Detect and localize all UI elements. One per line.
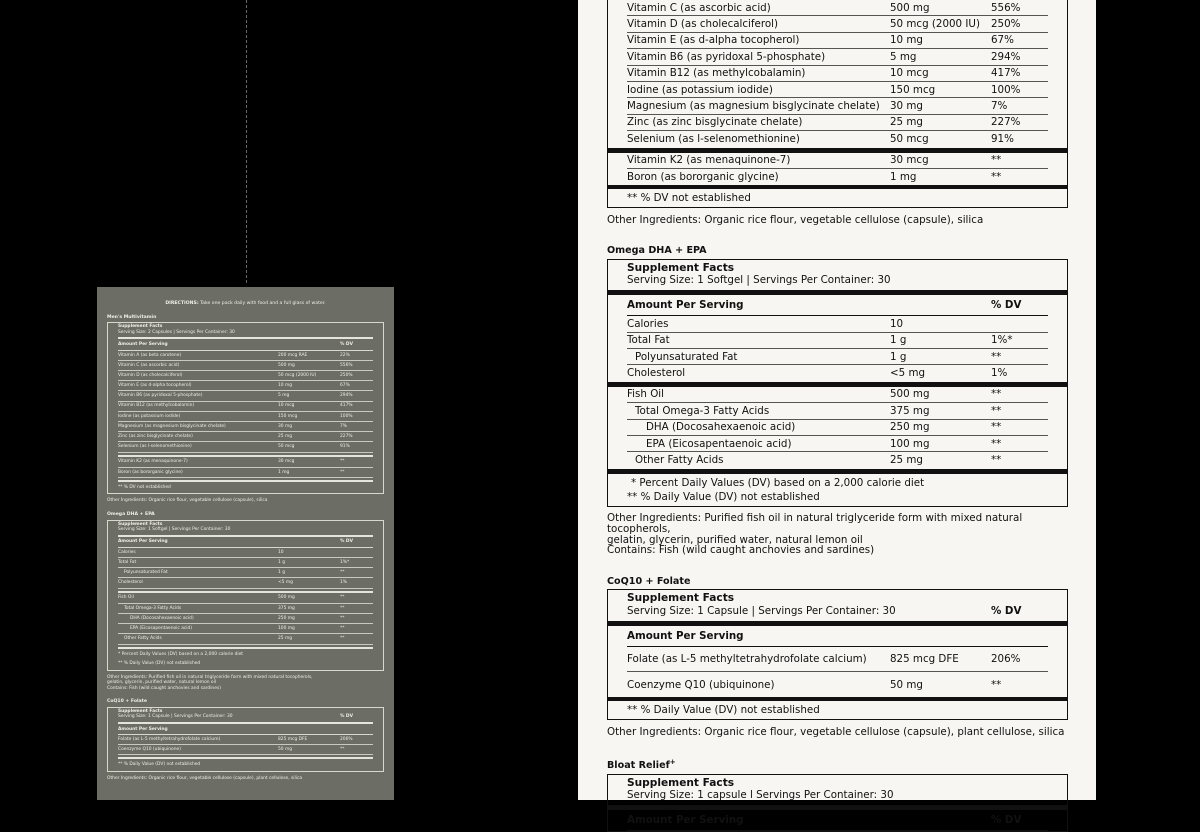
nutrient-name: Vitamin E (as d-alpha tocopherol)	[627, 34, 800, 47]
table-header	[627, 626, 1048, 647]
supplement-facts-panel	[607, 589, 1068, 720]
omega-section	[578, 245, 1096, 556]
nutrient-name: Folate (as L-5 methyltetrahydrofolate calcium)	[627, 653, 867, 666]
nutrient-amount: 100 mg	[278, 625, 295, 631]
divider	[118, 337, 373, 339]
serving-info: Serving Size: 1 capsule l Servings Per Container: 30	[627, 789, 894, 802]
nutrient-dv: **	[991, 421, 1002, 434]
nutrient-dv: 417%	[991, 67, 1021, 80]
footnote: * Percent Daily Values (DV) based on a 2,000 calorie diet	[631, 476, 925, 489]
col-amount-header: Amount Per Serving	[118, 726, 168, 732]
nutrient-dv: 556%	[340, 362, 353, 368]
table-row	[627, 349, 1048, 365]
thumb-omega-section	[107, 512, 384, 691]
table-row	[118, 568, 373, 578]
nutrient-amount: 500 mg	[278, 595, 295, 601]
table-row	[627, 33, 1048, 49]
nutrient-name: Fish Oil	[118, 595, 134, 601]
nutrient-name: Vitamin B6 (as pyridoxal 5-phosphate)	[627, 50, 826, 63]
table-row	[118, 361, 373, 371]
nutrient-rows-2	[118, 458, 373, 478]
nutrient-amount: 10 mg	[278, 383, 293, 389]
label-document	[578, 0, 1096, 827]
nutrient-name: DHA (Docosahexaenoic acid)	[646, 421, 796, 434]
nutrient-amount: 50 mcg	[278, 444, 295, 450]
nutrient-name: EPA (Eicosapentaenoic acid)	[130, 625, 193, 631]
nutrient-name: Vitamin E (as d-alpha tocopherol)	[118, 383, 192, 389]
table-row	[627, 365, 1048, 381]
col-dv-header: % DV	[991, 604, 1022, 617]
nutrient-name: Zinc (as zinc bisglycinate chelate)	[627, 116, 803, 129]
nutrient-amount: 100 mg	[890, 437, 930, 450]
nutrient-rows	[627, 316, 1048, 382]
other-ingredients: Other Ingredients: Organic rice flour, vegetable cellulose (capsule), silica	[607, 214, 984, 227]
panel-title: Supplement Facts	[118, 708, 163, 714]
nutrient-amount: 10 mcg	[890, 67, 929, 80]
nutrient-amount: 5 mg	[278, 393, 290, 399]
table-row	[627, 387, 1048, 403]
nutrient-name: Vitamin K2 (as menaquinone-7)	[627, 154, 791, 167]
nutrient-dv: **	[340, 605, 345, 611]
col-amount-header: Amount Per Serving	[627, 814, 744, 827]
nutrient-dv: 294%	[340, 393, 353, 399]
nutrient-amount: 10	[278, 549, 284, 555]
nutrient-amount: 1 g	[890, 334, 907, 347]
serving-info: Serving Size: 1 Softgel | Servings Per Container: 30	[627, 274, 891, 287]
nutrient-rows-2	[118, 594, 373, 645]
col-amount-header: Amount Per Serving	[118, 342, 168, 348]
nutrient-dv: **	[991, 404, 1002, 417]
supplement-facts-panel	[607, 259, 1068, 507]
nutrient-dv: **	[991, 154, 1002, 167]
nutrient-dv: 100%	[991, 83, 1021, 96]
nutrient-name: Coenzyme Q10 (ubiquinone)	[118, 746, 181, 752]
table-row	[118, 351, 373, 361]
nutrient-name: Vitamin B12 (as methylcobalamin)	[118, 403, 195, 409]
nutrient-dv: 250%	[991, 18, 1021, 31]
nutrient-name: Fish Oil	[627, 388, 665, 401]
table-row	[627, 436, 1048, 452]
supplement-facts-panel	[107, 520, 384, 671]
table-row	[118, 624, 373, 634]
col-dv-header: % DV	[991, 814, 1022, 827]
nutrient-amount: 30 mg	[278, 423, 293, 429]
nutrient-amount: <5 mg	[278, 580, 293, 586]
nutrient-name: Calories	[118, 549, 136, 555]
supplement-facts-panel	[607, 774, 1068, 832]
nutrient-name: Other Fatty Acids	[635, 454, 724, 467]
table-row	[627, 169, 1048, 185]
nutrient-dv: **	[340, 459, 345, 465]
nutrient-name: Boron (as bororganic glycine)	[627, 171, 779, 184]
nutrient-name: Other Fatty Acids	[124, 636, 162, 642]
nutrient-dv: **	[991, 388, 1002, 401]
other-ingredients: Other Ingredients: Organic rice flour, vegetable cellulose (capsule), silica	[107, 498, 268, 504]
nutrient-dv: 206%	[991, 653, 1021, 666]
nutrient-amount: 1 g	[890, 350, 907, 363]
nutrient-rows-2	[627, 153, 1048, 186]
nutrient-amount: 250 mg	[278, 615, 295, 621]
serving-info: Serving Size: 1 Capsule | Servings Per Container: 30	[627, 604, 896, 617]
nutrient-amount: 375 mg	[890, 404, 930, 417]
serving-info: Serving Size: 2 Capsules | Servings Per Container: 30	[118, 329, 235, 335]
panel-title: Supplement Facts	[627, 592, 735, 605]
nutrient-amount: 1 mg	[278, 469, 290, 475]
table-row	[627, 115, 1048, 131]
nutrient-name: Cholesterol	[627, 367, 686, 380]
table-header	[627, 295, 1048, 316]
table-row	[118, 614, 373, 624]
table-row	[627, 316, 1048, 332]
nutrient-dv: 91%	[991, 133, 1014, 146]
nutrient-name: Iodine (as potassium iodide)	[118, 413, 181, 419]
nutrient-rows	[627, 0, 1048, 148]
other-ingredients: Other Ingredients: Organic rice flour, vegetable cellulose (capsule), plant cellulose, silica	[607, 726, 1065, 739]
nutrient-dv: 1%	[340, 580, 347, 586]
nutrient-rows	[118, 351, 373, 453]
table-row	[627, 131, 1048, 147]
supplement-facts-panel	[107, 707, 384, 772]
nutrient-dv: **	[991, 350, 1002, 363]
footnote: ** % DV not established	[118, 484, 171, 490]
nutrient-amount: 1 mg	[890, 171, 917, 184]
section-heading: Bloat Relief+	[607, 758, 676, 772]
coq10-section	[578, 576, 1096, 738]
footnote: ** % Daily Value (DV) not established	[118, 661, 201, 667]
nutrient-name: Selenium (as l-selenomethionine)	[118, 444, 192, 450]
nutrient-name: Total Omega-3 Fatty Acids	[635, 404, 770, 417]
col-dv-header: % DV	[340, 539, 353, 545]
nutrient-amount: <5 mg	[890, 367, 926, 380]
col-dv-header: % DV	[991, 299, 1022, 312]
directions-text: Take one pack daily with food and a full glass of water.	[200, 301, 326, 306]
nutrient-name: Vitamin D (as cholecalciferol)	[118, 372, 183, 378]
table-row	[118, 442, 373, 452]
nutrient-dv: 67%	[991, 34, 1014, 47]
section-heading: CoQ10 + Folate	[107, 699, 147, 705]
table-row	[118, 468, 373, 478]
supplement-facts-panel	[607, 0, 1068, 208]
nutrient-amount: 10 mg	[890, 34, 923, 47]
table-row	[118, 422, 373, 432]
nutrient-amount: 50 mcg	[890, 133, 929, 146]
nutrient-amount: 150 mcg	[278, 413, 298, 419]
nutrient-amount: 5 mg	[890, 50, 917, 63]
nutrient-amount: 1 g	[278, 570, 285, 576]
nutrient-amount: 50 mg	[890, 678, 923, 691]
panel-title: Supplement Facts	[627, 776, 735, 789]
table-row	[627, 16, 1048, 32]
nutrient-name: Vitamin B12 (as methylcobalamin)	[627, 67, 806, 80]
table-row	[627, 452, 1048, 468]
divider	[118, 647, 373, 649]
nutrient-amount: 50 mcg (2000 IU)	[278, 372, 317, 378]
nutrient-dv: **	[340, 469, 345, 475]
nutrient-dv: 22%	[340, 352, 350, 358]
serving-info: Serving Size: 1 Softgel | Servings Per Container: 30	[118, 527, 231, 533]
section-heading: Men's Multivitamin	[107, 314, 157, 320]
footnote: ** % Daily Value (DV) not established	[118, 762, 201, 768]
nutrient-name: Polyunsaturated Fat	[124, 570, 168, 576]
table-row	[118, 558, 373, 568]
footnote: ** % Daily Value (DV) not established	[627, 704, 820, 717]
table-row	[118, 634, 373, 644]
table-header	[627, 810, 1048, 831]
nutrient-rows	[118, 548, 373, 589]
nutrient-name: Polyunsaturated Fat	[635, 350, 738, 363]
nutrient-amount: 30 mg	[890, 99, 923, 112]
table-row	[627, 333, 1048, 349]
table-row	[118, 735, 373, 745]
nutrient-amount: 50 mg	[278, 746, 293, 752]
table-row	[118, 578, 373, 588]
nutrient-name: Magnesium (as magnesium bisglycinate chelate)	[627, 99, 880, 112]
nutrient-dv: **	[340, 615, 345, 621]
divider	[118, 722, 373, 724]
table-row	[118, 458, 373, 468]
panel-title: Supplement Facts	[627, 261, 735, 274]
nutrient-rows	[627, 647, 1048, 697]
divider	[118, 535, 373, 537]
nutrient-amount: 825 mcg DFE	[278, 736, 308, 742]
nutrient-amount: 500 mg	[890, 388, 930, 401]
nutrient-dv: 91%	[340, 444, 350, 450]
nutrient-amount: 30 mcg	[890, 154, 929, 167]
nutrient-name: Magnesium (as magnesium bisglycinate chelate)	[118, 423, 226, 429]
nutrient-amount: 375 mg	[278, 605, 295, 611]
nutrient-name: Total Fat	[118, 559, 137, 565]
nutrient-dv: 1%	[991, 367, 1008, 380]
col-amount-header: Amount Per Serving	[627, 299, 744, 312]
label-thumbnail	[97, 287, 394, 800]
nutrient-dv: 67%	[340, 383, 350, 389]
multivitamin-section	[578, 0, 1096, 226]
table-row	[627, 420, 1048, 436]
nutrient-name: Total Fat	[627, 334, 670, 347]
nutrient-amount: 825 mcg DFE	[890, 653, 959, 666]
serving-info: Serving Size: 1 Capsule | Servings Per Container: 30	[118, 714, 233, 720]
table-row	[627, 672, 1048, 697]
footnote: ** % Daily Value (DV) not established	[627, 490, 820, 503]
other-ingredients: Other Ingredients: Purified fish oil in natural triglyceride form with mixed natural tocopherols, gelatin, glycerin, purified water, natural lemon oil Contains: Fish (wild caught anchovies and sardines)	[107, 674, 313, 691]
col-dv-header: % DV	[340, 714, 353, 720]
nutrient-rows	[118, 735, 373, 755]
panel-title: Supplement Facts	[118, 521, 163, 527]
divider	[118, 480, 373, 482]
col-amount-header: Amount Per Serving	[118, 539, 168, 545]
col-amount-header: Amount Per Serving	[627, 630, 744, 643]
table-row	[627, 66, 1048, 82]
table-row	[118, 594, 373, 604]
table-row	[627, 403, 1048, 419]
nutrient-amount: 25 mg	[890, 116, 923, 129]
table-header	[118, 538, 373, 548]
thumb-coq10-section	[107, 699, 384, 781]
supplement-facts-panel	[107, 322, 384, 494]
section-heading: CoQ10 + Folate	[607, 576, 691, 588]
nutrient-name: Vitamin C (as ascorbic acid)	[118, 362, 180, 368]
section-heading: Omega DHA + EPA	[607, 245, 707, 257]
nutrient-amount: 1 g	[278, 559, 285, 565]
table-row	[627, 647, 1048, 672]
table-row	[627, 98, 1048, 114]
nutrient-name: Vitamin C (as ascorbic acid)	[627, 1, 771, 14]
nutrient-dv: **	[340, 636, 345, 642]
other-ingredients: Other Ingredients: Purified fish oil in natural triglyceride form with mixed natural tocopherols, gelatin, glycerin, purified water, natural lemon oil Contains: Fish (wild caught anchovies and sardines)	[607, 511, 1023, 557]
nutrient-dv: 250%	[340, 372, 353, 378]
table-row	[627, 82, 1048, 98]
nutrient-rows-2	[627, 387, 1048, 469]
table-header	[118, 725, 373, 735]
nutrient-dv: 1%*	[340, 559, 350, 565]
footnote: ** % DV not established	[627, 192, 751, 205]
nutrient-dv: 100%	[340, 413, 353, 419]
nutrient-name: Vitamin B6 (as pyridoxal 5-phosphate)	[118, 393, 203, 399]
guide-line	[246, 0, 247, 283]
nutrient-name: Folate (as L-5 methyltetrahydrofolate calcium)	[118, 736, 221, 742]
nutrient-amount: 250 mg	[890, 421, 930, 434]
table-row	[627, 153, 1048, 169]
nutrient-dv: **	[991, 454, 1002, 467]
col-dv-header: % DV	[340, 342, 353, 348]
nutrient-name: Coenzyme Q10 (ubiquinone)	[627, 678, 775, 691]
nutrient-dv: 1%*	[991, 334, 1013, 347]
nutrient-name: Iodine (as potassium iodide)	[627, 83, 773, 96]
nutrient-dv: **	[340, 746, 345, 752]
section-heading: Omega DHA + EPA	[107, 511, 155, 517]
nutrient-amount: 200 mcg RAE	[278, 352, 308, 358]
nutrient-amount: 25 mg	[278, 434, 293, 439]
thumb-multivitamin-section	[107, 315, 384, 504]
nutrient-name: DHA (Docosahexaenoic acid)	[130, 615, 194, 621]
nutrient-name: Cholesterol	[118, 580, 143, 586]
nutrient-dv: **	[340, 570, 345, 576]
table-row	[118, 745, 373, 755]
nutrient-dv: **	[991, 678, 1002, 691]
directions-label: DIRECTIONS:	[165, 301, 199, 306]
nutrient-amount: 500 mg	[278, 362, 295, 368]
nutrient-amount: 150 mcg	[890, 83, 936, 96]
nutrient-amount: 30 mcg	[278, 459, 295, 465]
table-row	[118, 381, 373, 391]
nutrient-name: Boron (as bororganic glycine)	[118, 469, 183, 475]
table-row	[118, 432, 373, 442]
nutrient-amount: 10	[890, 317, 904, 330]
table-row	[627, 49, 1048, 65]
table-row	[118, 391, 373, 401]
table-row	[118, 412, 373, 422]
divider	[118, 455, 373, 457]
nutrient-dv: 7%	[340, 423, 347, 429]
nutrient-dv: 227%	[991, 116, 1021, 129]
nutrient-name: Vitamin A (as beta carotene)	[118, 352, 182, 358]
nutrient-amount: 10 mcg	[278, 403, 295, 409]
nutrient-name: EPA (Eicosapentaenoic acid)	[646, 437, 792, 450]
directions	[97, 301, 394, 307]
nutrient-name: Vitamin D (as cholecalciferol)	[627, 18, 779, 31]
nutrient-name: Total Omega-3 Fatty Acids	[124, 605, 182, 611]
nutrient-dv: 294%	[991, 50, 1021, 63]
footnote: * Percent Daily Values (DV) based on a 2,000 calorie diet	[118, 651, 244, 657]
nutrient-dv: **	[991, 171, 1002, 184]
table-row	[627, 0, 1048, 16]
table-row	[118, 548, 373, 558]
nutrient-amount: 25 mg	[278, 636, 293, 642]
divider	[118, 757, 373, 759]
panel-title: Supplement Facts	[118, 324, 163, 330]
divider	[118, 591, 373, 593]
bloat-section	[578, 758, 1096, 832]
table-header	[118, 340, 373, 350]
table-row	[118, 371, 373, 381]
nutrient-dv: 206%	[340, 736, 353, 742]
nutrient-dv: 7%	[991, 99, 1008, 112]
nutrient-dv: **	[340, 595, 345, 601]
nutrient-dv: **	[991, 437, 1002, 450]
nutrient-name: Zinc (as zinc bisglycinate chelate)	[118, 434, 193, 439]
other-ingredients: Other Ingredients: Organic rice flour, vegetable cellulose (capsule), plant cellulose, silica	[107, 775, 303, 781]
nutrient-dv: 227%	[340, 434, 353, 439]
nutrient-dv: **	[340, 625, 345, 631]
nutrient-name: Calories	[627, 317, 669, 330]
nutrient-amount: 25 mg	[890, 454, 923, 467]
nutrient-amount: 50 mcg (2000 IU)	[890, 18, 980, 31]
nutrient-dv: 417%	[340, 403, 353, 409]
nutrient-name: Selenium (as l-selenomethionine)	[627, 133, 800, 146]
nutrient-amount: 500 mg	[890, 1, 930, 14]
nutrient-dv: 556%	[991, 1, 1021, 14]
table-row	[118, 604, 373, 614]
nutrient-name: Vitamin K2 (as menaquinone-7)	[118, 459, 188, 465]
table-row	[118, 402, 373, 412]
